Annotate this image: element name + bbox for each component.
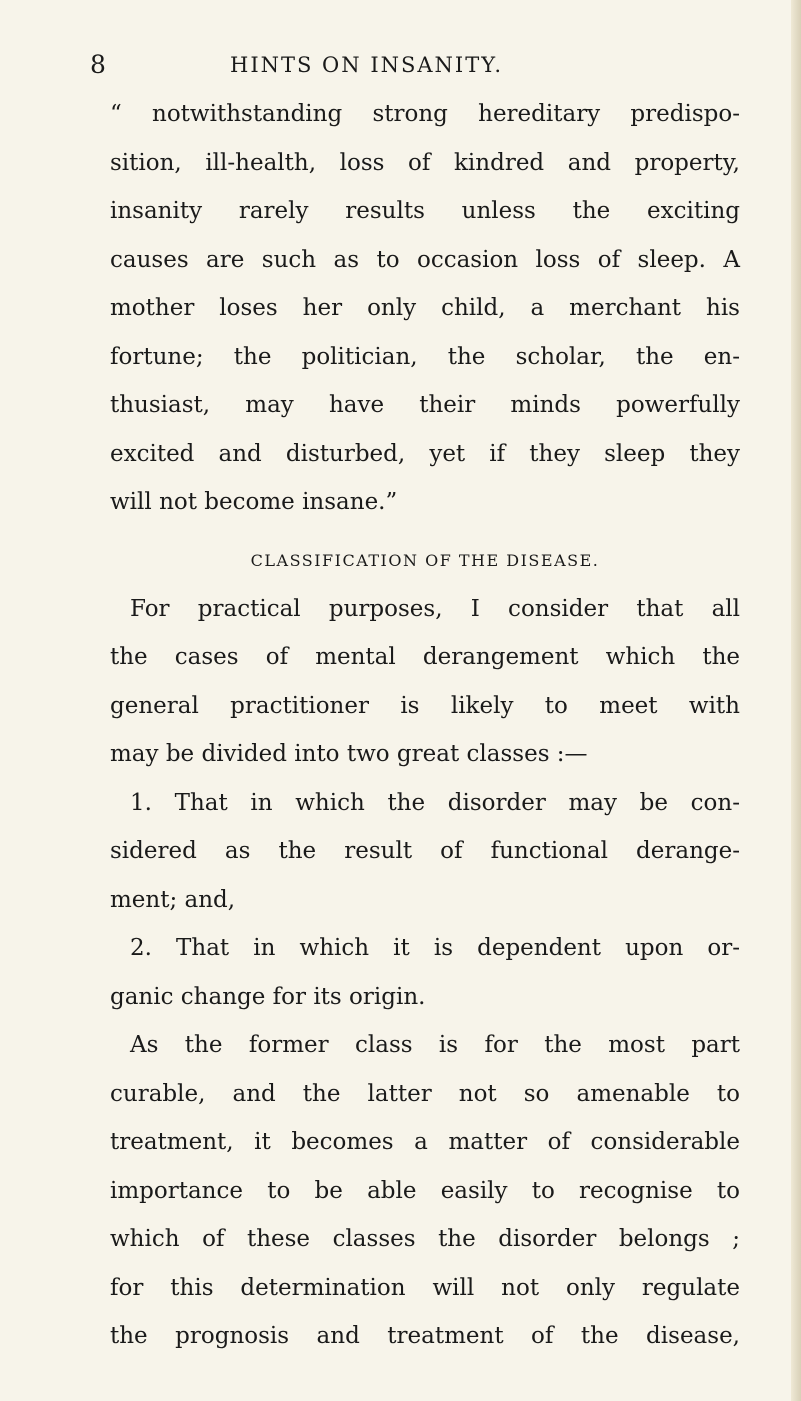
text-line: mother loses her only child, a merchant his: [110, 295, 740, 321]
text-line: sition, ill-health, loss of kindred and property,: [110, 149, 740, 176]
page-header: [90, 48, 730, 82]
text-line: For practical purposes, I consider that all: [130, 595, 740, 622]
text-line: importance to be able easily to recognise to: [110, 1177, 740, 1204]
text-line: treatment, it becomes a matter of considerable: [110, 1129, 740, 1155]
running-head: HINTS ON INSANITY.: [230, 53, 504, 77]
text-line: As the former class is for the most part: [130, 1032, 740, 1058]
text-line: thusiast, may have their minds powerfully: [110, 392, 740, 418]
text-line: will not become insane.”: [110, 489, 398, 515]
page-body: [110, 90, 740, 1361]
text-line: the cases of mental derangement which the: [110, 644, 740, 670]
text-line: 1. That in which the disorder may be con-: [130, 789, 740, 816]
page-edge: [791, 0, 801, 1401]
section-heading: CLASSIFICATION OF THE DISEASE.: [250, 550, 600, 570]
text-line: general practitioner is likely to meet with: [110, 692, 740, 719]
text-line: excited and disturbed, yet if they sleep they: [110, 440, 740, 467]
page-number: 8: [90, 50, 106, 79]
text-line: curable, and the latter not so amenable to: [110, 1080, 740, 1107]
text-line: fortune; the politician, the scholar, the en-: [110, 343, 740, 370]
text-line: for this determination will not only regulate: [110, 1274, 740, 1301]
text-line: which of these classes the disorder belongs ;: [110, 1226, 740, 1252]
text-line: the prognosis and treatment of the disease,: [110, 1323, 740, 1349]
text-line: insanity rarely results unless the exciting: [110, 198, 740, 224]
text-line: may be divided into two great classes :—: [110, 741, 588, 767]
text-line: ment; and,: [110, 886, 236, 913]
text-line: causes are such as to occasion loss of sleep. A: [110, 246, 740, 273]
text-line: sidered as the result of functional derange-: [110, 838, 740, 864]
text-line: ganic change for its origin.: [110, 983, 426, 1010]
text-line: 2. That in which it is dependent upon or-: [130, 935, 740, 961]
text-line: “ notwithstanding strong hereditary predispo-: [110, 101, 740, 127]
